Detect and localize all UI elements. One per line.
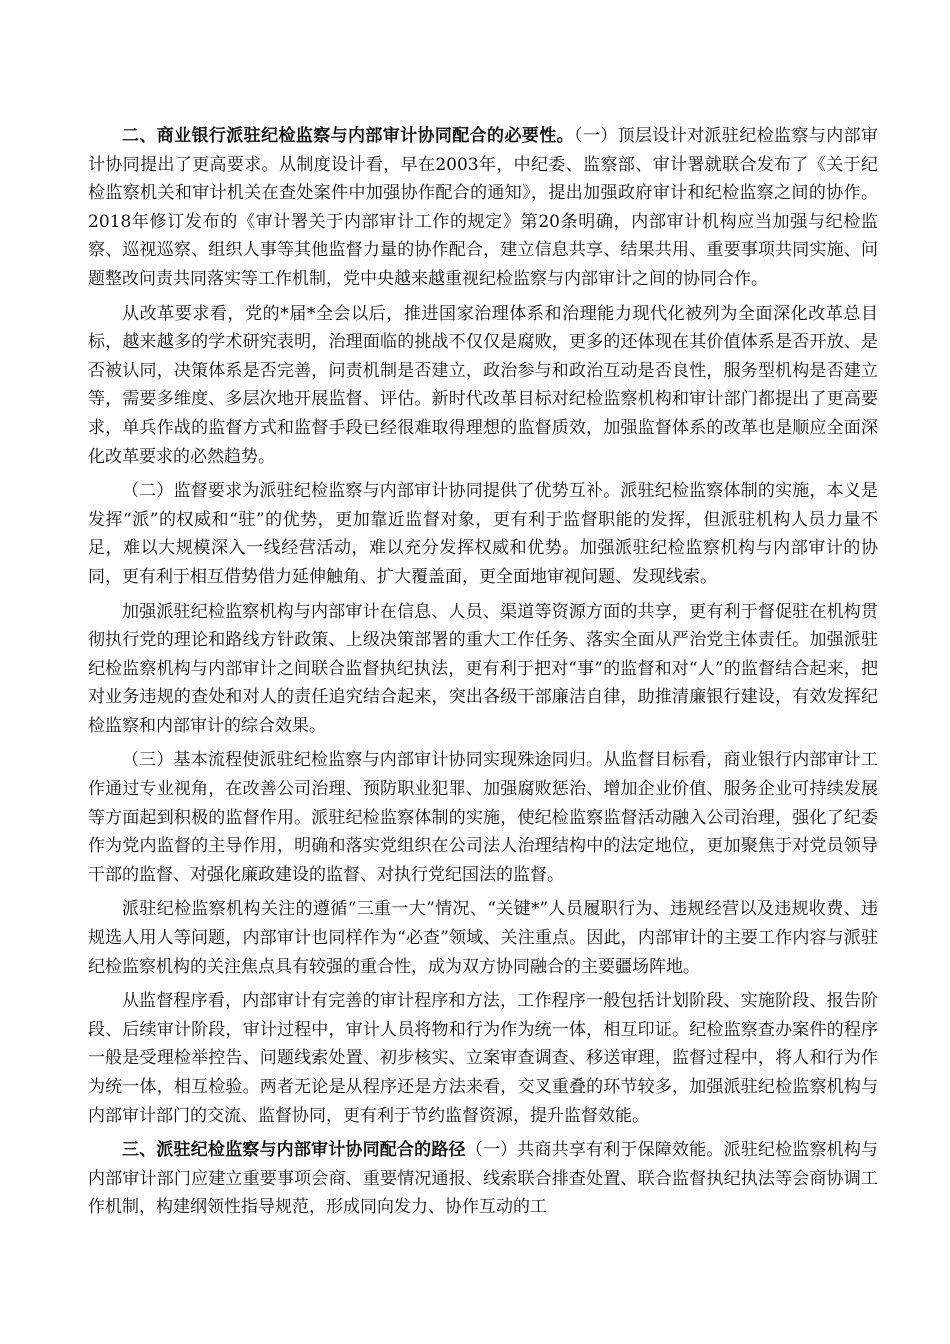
document-body — [88, 122, 878, 1228]
paragraph-necessity-top-level-design — [88, 122, 878, 294]
paragraph-text: 从改革要求看，党的*届*全会以后，推进国家治理体系和治理能力现代化被列为全面深化改革总目标，越来越多的学术研究表明，治理面临的挑战不仅仅是腐败，更多的还体现在其价值体系是否开放、是否被认同，决策体系是否完善，问责机制是否建立，政治参与和政治互动是否良性，服务型机构是否建立等，需要多维度、多层次地开展监督、评估。新时代改革目标对纪检监察机构和审计部门都提出了更高要求，单兵作战的监督方式和监督手段已经很难取得理想的监督质效，加强监督体系的改革也是顺应全面深化改革要求的必然趋势。 — [88, 303, 878, 467]
paragraph-text: （一）顶层设计对派驻纪检监察与内部审计协同提出了更高要求。从制度设计看，早在2003年，中纪委、监察部、审计署就联合发布了《关于纪检监察机关和审计机关在查处案件中加强协作配合的通知》，提出加强政府审计和纪检监察之间的协作。2018年修订发布的《审计署关于内部审计工作的规定》第20条明确，内部审计机构应当加强与纪检监察、巡视巡察、组织人事等其他监督力量的协作配合，建立信息共享、结果共用、重要事项共同实施、问题整改问责共同落实等工作机制，党中央越来越重视纪检监察与内部审计之间的协同合作。 — [88, 126, 879, 289]
paragraph-text: 从监督程序看，内部审计有完善的审计程序和方法，工作程序一般包括计划阶段、实施阶段、报告阶段、后续审计阶段，审计过程中，审计人员将物和行为作为统一体，相互印证。纪检监察查办案件的程序一般是受理检举控告、问题线索处置、初步核实、立案审查调查、移送审理，监督过程中，将人和行为作为统一体，相互检验。两者无论是从程序还是方法来看，交叉重叠的环节较多，加强派驻纪检监察机构与内部审计部门的交流、监督协同，更有利于节约监督资源，提升监督效能。 — [88, 991, 878, 1126]
paragraph-focus-overlap — [88, 895, 878, 981]
section-heading-two: 二、商业银行派驻纪检监察与内部审计协同配合的必要性。 — [122, 126, 574, 146]
paragraph-text: （一）共商共享有利于保障效能。派驻纪检监察机构与内部审计部门应建立重要事项会商、重要情况通报、线索联合排查处置、联合监督执纪执法等会商协调工作机制，构建纲领性指导规范，形成同向发力、协作互动的工 — [88, 1140, 879, 1218]
paragraph-reform-requirements — [88, 300, 878, 472]
paragraph-text: 派驻纪检监察机构关注的遵循“三重一大”情况、“关键*”人员履职行为、违规经营以及违规收费、违规选人用人等问题，内部审计也同样作为“必查”领域、关注重点。因此，内部审计的主要工作内容与派驻纪检监察机构的关注焦点具有较强的重合性，成为双方协同融合的主要疆场阵地。 — [88, 899, 878, 977]
paragraph-text: （三）基本流程使派驻纪检监察与内部审计协同实现殊途同归。从监督目标看，商业银行内部审计工作通过专业视角，在改善公司治理、预防职业犯罪、加强腐败惩治、增加企业价值、服务企业可持续发展等方面起到积极的监督作用。派驻纪检监察体制的实施，使纪检监察监督活动融入公司治理，强化了纪委作为党内监督的主导作用，明确和落实党组织在公司法人治理结构中的法定地位，更加聚焦于对党员领导干部的监督、对强化廉政建设的监督、对执行党纪国法的监督。 — [88, 750, 878, 885]
paragraph-text: （二）监督要求为派驻纪检监察与内部审计协同提供了优势互补。派驻纪检监察体制的实施，本义是发挥“派”的权威和“驻”的优势，更加靠近监督对象，更有利于监督职能的发挥，但派驻机构人员力量不足，难以大规模深入一线经营活动，难以充分发挥权威和优势。加强派驻纪检监察机构与内部审计的协同，更有利于相互借势借力延伸触角、扩大覆盖面，更全面地审视问题、发现线索。 — [88, 481, 878, 587]
paragraph-cooperation-path — [88, 1136, 878, 1222]
paragraph-text: 加强派驻纪检监察机构与内部审计在信息、人员、渠道等资源方面的共享，更有利于督促驻在机构贯彻执行党的理论和路线方针政策、上级决策部署的重大工作任务、落实全面从严治党主体责任。加强派驻纪检监察机构与内部审计之间联合监督执纪执法，更有利于把对“事”的监督和对“人”的监督结合起来，把对业务违规的查处和对人的责任追究结合起来，突出各级干部廉洁自律，助推清廉银行建设，有效发挥纪检监察和内部审计的综合效果。 — [88, 601, 878, 736]
paragraph-supervision-complement — [88, 477, 878, 591]
paragraph-basic-process — [88, 746, 878, 889]
paragraph-supervision-procedure — [88, 987, 878, 1130]
section-heading-three: 三、派驻纪检监察与内部审计协同配合的路径 — [122, 1140, 466, 1161]
paragraph-resource-sharing — [88, 598, 878, 741]
